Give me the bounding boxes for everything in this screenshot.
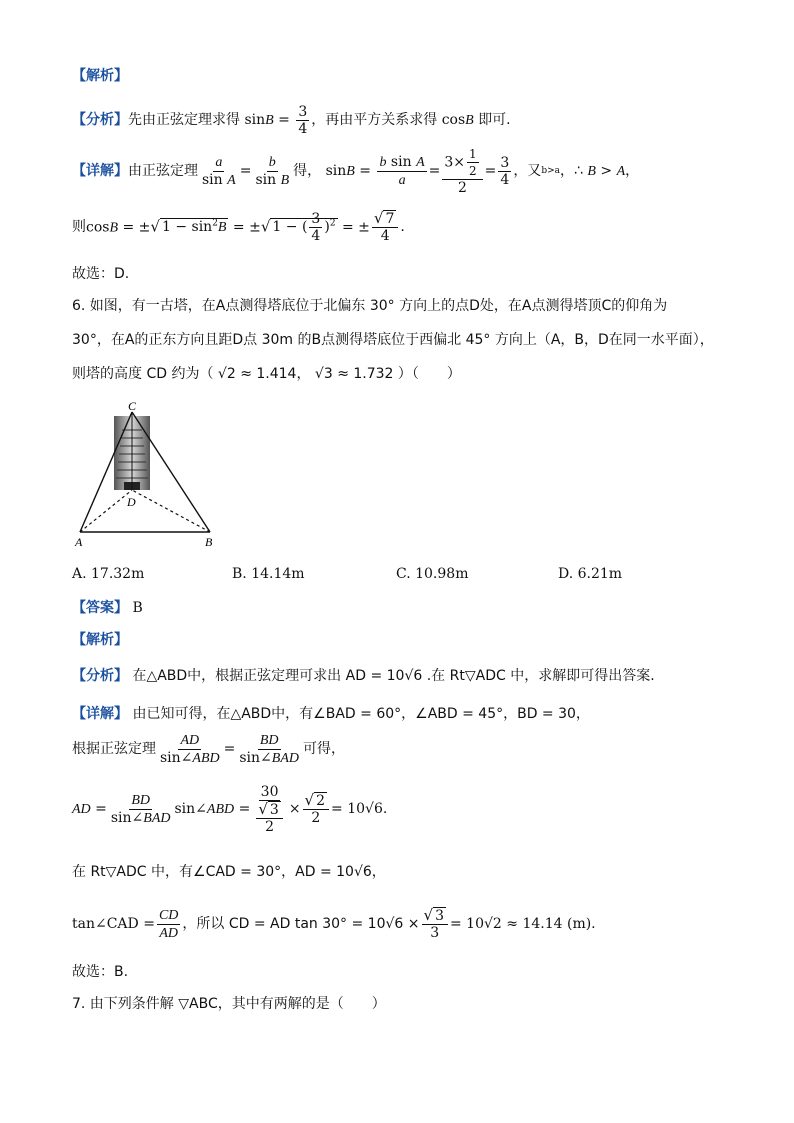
label-d: D bbox=[127, 495, 136, 509]
q5-reason-line: 【分析】 先由正弦定理求得 sinB = $\frac{3}{4}$ ，再由平方关系求得 cosB 即可. bbox=[72, 103, 511, 137]
reason-tag: 【分析】 bbox=[72, 112, 128, 128]
q5-detail-you: ，又 bbox=[513, 163, 542, 179]
tower-diagram bbox=[72, 400, 222, 550]
label-c: C bbox=[128, 400, 137, 413]
q6-detail-line2-post: 可得， bbox=[303, 741, 346, 757]
q6-detail-line2: 根据正弦定理 $\frac{AD}{\text{sin∠ABD}}$ = $\frac{BD}{\text{sin∠BAD}}$ 可得， bbox=[72, 732, 346, 766]
q6-line2: 30°，在A的正东方向且距D点 30m 的B点测得塔底位于西偏北 45° 方向上（A，B，D在同一水平面）， bbox=[72, 332, 714, 348]
q5-detail-pre: 由正弦定理 bbox=[128, 163, 198, 179]
q6-detail-tag: 【详解】 bbox=[72, 706, 128, 722]
q5-choice: 故选：D. bbox=[72, 266, 130, 282]
q5-frac-3-4b: $\frac{3}{4}$ bbox=[500, 154, 510, 188]
q5-then-line: 则 cosB = ±√ $1 - \sin^2B$ = ±√ 1 − ( $\frac{3}{4}$ )$^2$ = ± $\frac{√ 7}{4}$ . bbox=[72, 209, 405, 244]
q6-sqrt3: √3 ≈ 1.732 bbox=[314, 366, 394, 382]
q6-reason-pre: 在△ABD中，根据正弦定理可求出 bbox=[132, 668, 342, 684]
q6-reason-line bbox=[72, 666, 655, 686]
q6-answer-value: B bbox=[132, 600, 143, 616]
q5-frac-a-sinA: $\frac{a}{\text{sin A}}$ bbox=[202, 154, 236, 188]
q6-sqrt2: √2 ≈ 1.414 bbox=[217, 366, 297, 382]
q5-then: 则 bbox=[72, 219, 86, 235]
q5-detail-line: 【详解】 由正弦定理 $\frac{a}{\text{sin A}}$ = $\frac{b}{\text{sin B}}$ 得， sinB = $\frac{\text{b sin A}}{a}$ = 3× $\frac{1}{2}$ 2 = $\frac{3}{4}$ ，又 b>a ，∴ B > A， bbox=[72, 147, 640, 196]
q7-line: 7. 由下列条件解 ▽ABC，其中有两解的是（ ） bbox=[72, 996, 386, 1012]
q6-detail-line2-pre: 根据正弦定理 bbox=[72, 741, 156, 757]
q6-detail-line1 bbox=[72, 704, 590, 724]
q5-reason-mid: ，再由平方关系求得 bbox=[311, 112, 438, 128]
q6-ad-formula: AD = $\frac{BD}{\text{sin∠BAD}}$ sin∠ABD = $\frac{30}{\frac{√ 3}{2}}$ × $\frac{√ 2}{2}$ = 10√6 . bbox=[72, 783, 388, 835]
q6-reason-tag: 【分析】 bbox=[72, 668, 128, 684]
label-b: B bbox=[205, 535, 213, 549]
analysis-tag: 【解析】 bbox=[72, 68, 128, 84]
q6-answer-line bbox=[72, 598, 143, 618]
q6-reason-ad: AD = 10√6 bbox=[345, 668, 423, 684]
q6-tan-result: = 10√2 ≈ 14.14 (m). bbox=[450, 916, 596, 932]
q6-line3-post: ）（ ） bbox=[397, 366, 461, 382]
tower-figure bbox=[72, 400, 222, 550]
q6-analysis-tag: 【解析】 bbox=[72, 632, 128, 648]
detail-tag: 【详解】 bbox=[72, 163, 128, 179]
q6-ad-result: = 10√6 bbox=[331, 801, 383, 817]
q6-line3-pre: 则塔的高度 CD 约为（ bbox=[72, 366, 214, 382]
q5-frac-b-sinB: $\frac{b}{\text{sin B}}$ bbox=[255, 154, 290, 188]
q5-detail-get: 得， bbox=[293, 163, 322, 179]
q5-detail-therefore: ，∴ bbox=[559, 163, 583, 179]
q6-tan-pre: tan∠CAD = bbox=[72, 916, 155, 932]
label-a: A bbox=[75, 535, 83, 549]
q6-rt-line: 在 Rt▽ADC 中，有∠CAD = 30°，AD = 10√6， bbox=[72, 864, 386, 880]
option-a: A. 17.32m bbox=[72, 566, 145, 582]
q6-choice: 故选：B. bbox=[72, 964, 129, 980]
q5-reason-post: 即可. bbox=[478, 112, 511, 128]
q6-tan-post: ，所以 CD = AD tan 30° = 10√6 × bbox=[182, 916, 420, 932]
q5-frac-3half-2: 3× $\frac{1}{2}$ 2 bbox=[442, 146, 482, 196]
q5-fraction-3-4: $\frac{3}{4}$ bbox=[298, 103, 308, 137]
q5-reason-pre: 先由正弦定理求得 bbox=[128, 112, 240, 128]
q6-reason-mid: .在 Rt▽ADC 中，求解即可得出答案. bbox=[426, 668, 655, 684]
q5-detail-bgt: b>a bbox=[541, 166, 560, 176]
line-ad bbox=[80, 490, 132, 532]
option-b: B. 14.14m bbox=[232, 566, 305, 582]
q6-detail-text1: 由已知可得，在△ABD中，有∠BAD = 60°，∠ABD = 45°，BD = 30， bbox=[132, 706, 590, 722]
q6-tan-line: tan∠CAD = $\frac{CD}{AD}$ ，所以 CD = AD tan 30° = 10√6 × $\frac{√ 3}{3}$ = 10√2 ≈ 14.14 (m). bbox=[72, 906, 596, 941]
line-bd bbox=[132, 490, 210, 532]
answer-tag: 【答案】 bbox=[72, 600, 128, 616]
q6-line1: 6. 如图，有一古塔，在A点测得塔底位于北偏东 30° 方向上的点D处，在A点测得塔顶C的仰角为 bbox=[72, 298, 668, 314]
option-d: D. 6.21m bbox=[558, 566, 623, 582]
q6-line3: 则塔的高度 CD 约为（ √2 ≈ 1.414， √3 ≈ 1.732 ）（ ） bbox=[72, 366, 461, 382]
q5-frac-bsinA-a: $\frac{\text{b sin A}}{a}$ bbox=[379, 153, 425, 188]
option-c: C. 10.98m bbox=[396, 566, 469, 582]
